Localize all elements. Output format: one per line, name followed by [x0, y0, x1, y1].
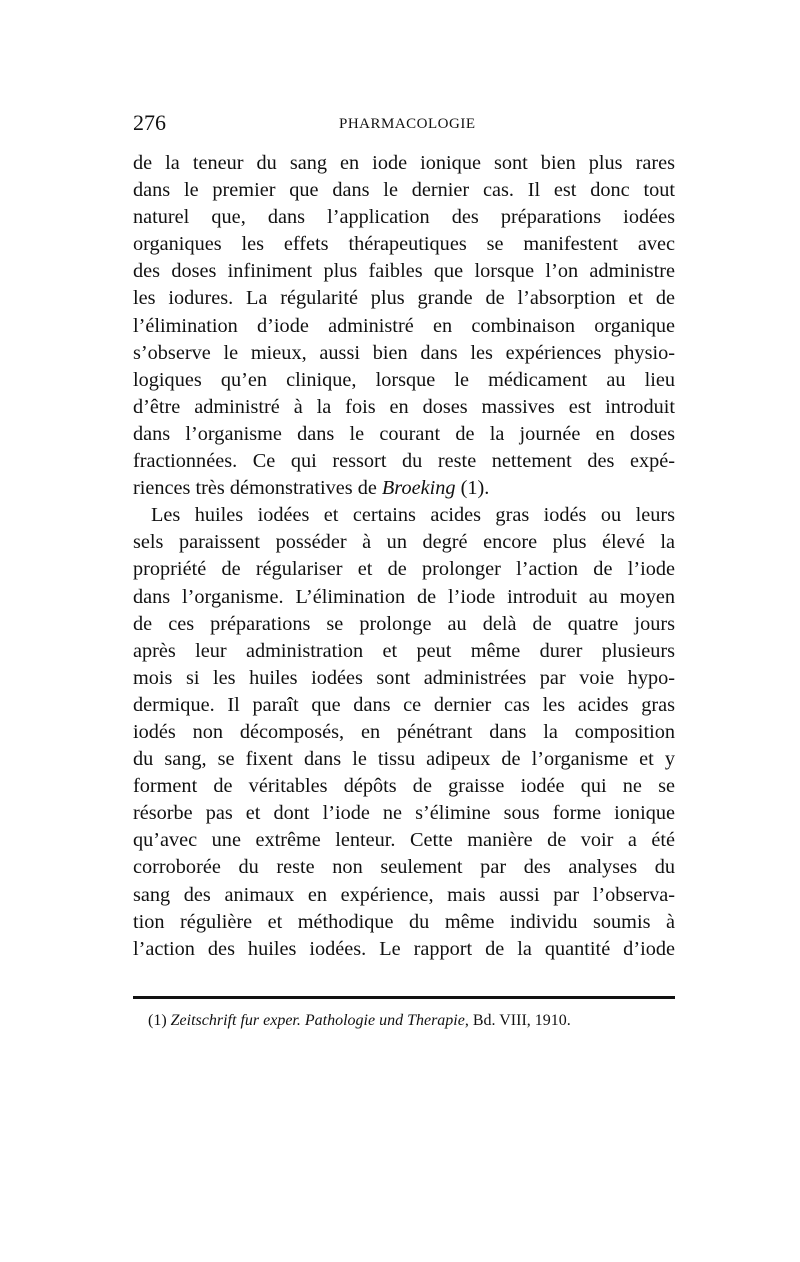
body-text: [133, 150, 675, 963]
footnote-divider: [133, 996, 675, 999]
text-line: dermique. Il paraît que dans ce dernier cas les acides gras: [133, 693, 675, 716]
text-line: naturel que, dans l’application des préparations iodées: [133, 206, 675, 229]
text-line: sels paraissent posséder à un degré encore plus élevé la: [133, 531, 675, 554]
text-line: tion régulière et méthodique du même individu soumis à: [133, 910, 675, 933]
text-line: dans le premier que dans le dernier cas. Il est donc tout: [133, 179, 675, 202]
running-head: PHARMACOLOGIE: [339, 116, 476, 132]
text-line: propriété de régulariser et de prolonger l’action de l’iode: [133, 558, 675, 581]
text-line: Les huiles iodées et certains acides gras iodés ou leurs: [151, 504, 675, 527]
text-line: l’action des huiles iodées. Le rapport de la quantité d’iode: [133, 937, 675, 960]
text-line: mois si les huiles iodées sont administrées par voie hypo-: [133, 666, 675, 689]
text-line: organiques les effets thérapeutiques se manifestent avec: [133, 233, 675, 256]
page-header: [133, 108, 675, 142]
text-line: dans l’organisme. L’élimination de l’iode introduit au moyen: [133, 585, 675, 608]
text-line: iodés non décomposés, en pénétrant dans la composition: [133, 720, 675, 743]
footnote-journal: Zeitschrift fur exper. Pathologie und Therapie: [170, 1012, 465, 1029]
footnote-details: , Bd. VIII, 1910.: [464, 1012, 571, 1029]
text-line: des doses infiniment plus faibles que lorsque l’on administre: [133, 260, 675, 283]
text-line: d’être administré à la fois en doses massives est introduit: [133, 395, 675, 418]
text-line: résorbe pas et dont l’iode ne s’élimine sous forme ionique: [133, 802, 675, 825]
footnote-marker: (1): [148, 1012, 171, 1029]
footnote-reference: (1).: [455, 477, 490, 500]
text-line: s’observe le mieux, aussi bien dans les expériences physio-: [133, 341, 675, 364]
footnote: [148, 1012, 675, 1030]
text-line: de la teneur du sang en iode ionique sont bien plus rares: [133, 152, 675, 174]
text-line: corroborée du reste non seulement par des analyses du: [133, 856, 675, 879]
text-line: sang des animaux en expérience, mais aussi par l’observa-: [133, 883, 675, 906]
author-name: Broeking: [381, 477, 456, 500]
text-line: logiques qu’en clinique, lorsque le médicament au lieu: [133, 368, 675, 391]
text-line: les iodures. La régularité plus grande de l’absorption et de: [133, 287, 675, 310]
paragraph-end-line: [133, 475, 675, 502]
text-fragment: riences très démonstratives de: [133, 477, 382, 500]
text-line: du sang, se fixent dans le tissu adipeux de l’organisme et y: [133, 748, 675, 771]
text-line: après leur administration et peut même durer plusieurs: [133, 639, 675, 662]
text-line: fractionnées. Ce qui ressort du reste nettement des expé-: [133, 450, 675, 473]
text-line: dans l’organisme dans le courant de la journée en doses: [133, 422, 675, 445]
text-line: l’élimination d’iode administré en combinaison organique: [133, 314, 675, 337]
page-number: 276: [133, 110, 166, 135]
text-line: forment de véritables dépôts de graisse iodée qui ne se: [133, 775, 675, 798]
text-line: qu’avec une extrême lenteur. Cette manière de voir a été: [133, 829, 675, 852]
text-line: de ces préparations se prolonge au delà de quatre jours: [133, 612, 675, 635]
